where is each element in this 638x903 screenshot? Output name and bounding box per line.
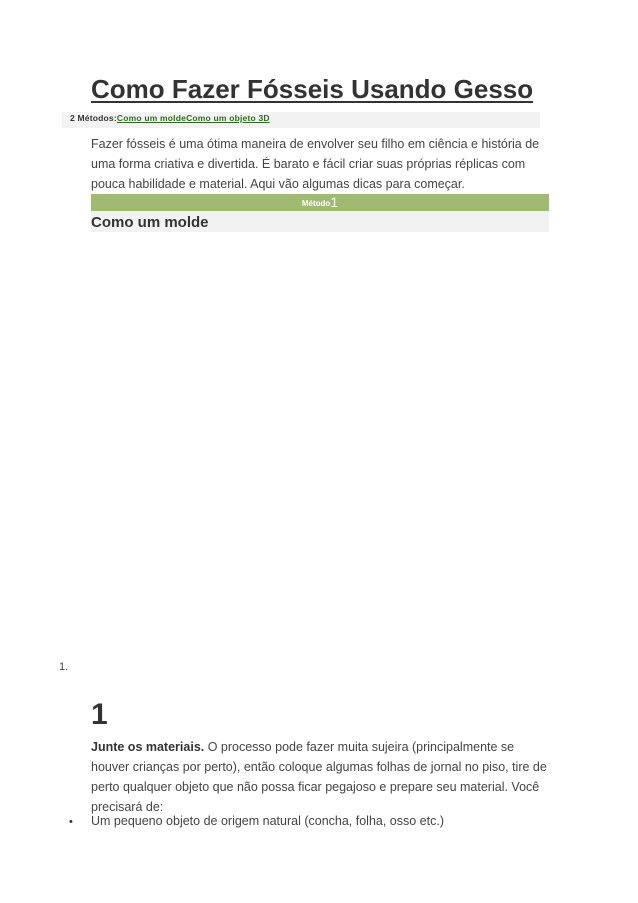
step-bold: Junte os materiais.: [91, 740, 205, 754]
bullet-item: Um pequeno objeto de origem natural (concha, folha, osso etc.): [91, 814, 444, 828]
bullet-icon: •: [69, 816, 73, 828]
method-band: [91, 194, 549, 211]
step-text: [91, 737, 551, 817]
method-label: Método: [301, 199, 331, 208]
method-link-molde[interactable]: Como um molde: [116, 113, 187, 123]
step-body: O processo pode fazer muita sujeira (principalmente se houver crianças por perto), então coloque algumas folhas de jornal no piso, tire de perto qualquer objeto que não possa ficar pegajoso e prepare seu material. Você precisará de:: [91, 740, 547, 814]
methods-nav: [70, 113, 270, 123]
method-link-objeto-3d[interactable]: Como um objeto 3D: [186, 113, 270, 123]
step-number: 1: [91, 698, 108, 731]
methods-count: 2 Métodos:: [70, 113, 117, 123]
intro-paragraph: Fazer fósseis é uma ótima maneira de envolver seu filho em ciência e história de uma forma criativa e divertida. É barato e fácil criar suas próprias réplicas com pouca habilidade e material. Aqui vão algumas dicas para começar.: [91, 137, 540, 191]
method-number: 1: [330, 194, 339, 210]
page-title: Como Fazer Fósseis Usando Gesso: [91, 74, 534, 104]
method-title: Como um molde: [91, 214, 209, 231]
step-list-number: 1.: [59, 661, 69, 673]
